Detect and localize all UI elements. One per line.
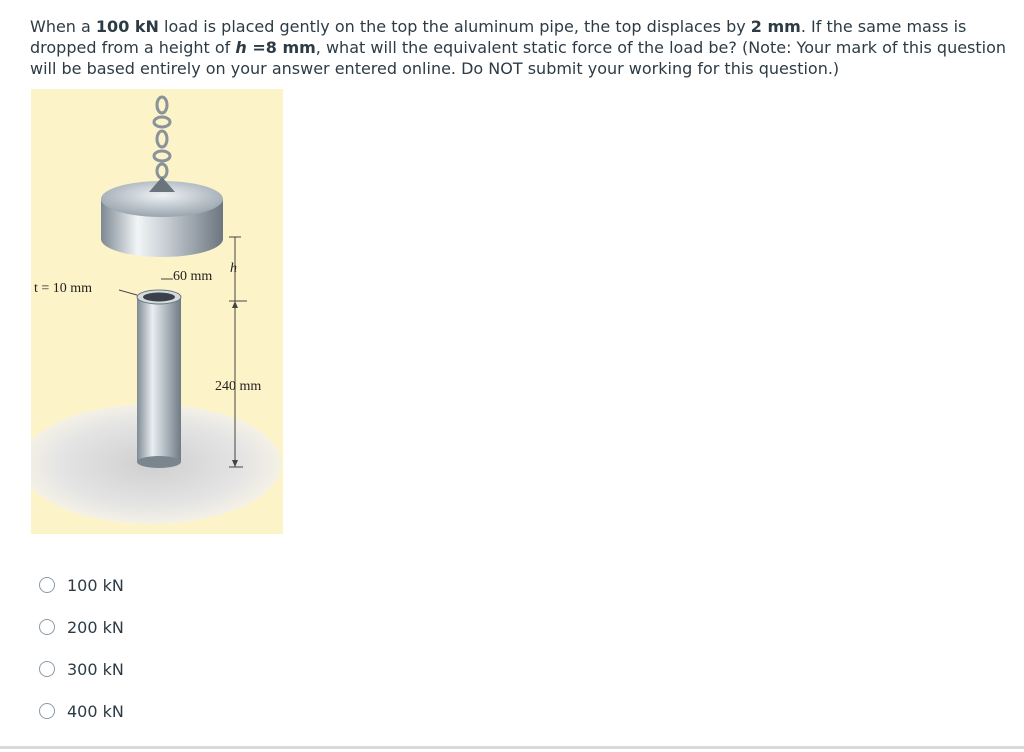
answer-label: 300 kN [67, 659, 124, 679]
answer-option-2[interactable] [39, 606, 124, 648]
answer-option-3[interactable] [39, 648, 124, 690]
question-part: . If the same mass is dropped from a height of [30, 17, 967, 57]
radio-button[interactable] [39, 661, 55, 677]
radio-button[interactable] [39, 619, 55, 635]
question-var-h: h [235, 38, 247, 57]
aluminum-pipe [137, 290, 181, 468]
label-length: 240 mm [215, 379, 262, 394]
answer-label: 100 kN [67, 575, 124, 595]
divider [0, 746, 1024, 749]
label-thickness: t = 10 mm [34, 281, 93, 296]
radio-button[interactable] [39, 577, 55, 593]
question-text [30, 16, 1014, 79]
drop-weight [101, 177, 223, 257]
answer-label: 400 kN [67, 701, 124, 721]
question-bold-height: h =8 mm [235, 38, 316, 57]
question-part: , what will the equivalent static force of the load be? (Note: Your mark of this question will be based entirely on your answer entered online. Do NOT submit your working for this question.) [30, 38, 1007, 78]
answer-option-4[interactable] [39, 690, 124, 732]
pipe-illustration [31, 89, 283, 534]
question-part: load is placed gently on the top the aluminum pipe, the top displaces by [158, 17, 751, 36]
chain-icon [154, 97, 170, 178]
answer-option-1[interactable] [39, 564, 124, 606]
answer-options [39, 564, 124, 732]
answer-label: 200 kN [67, 617, 124, 637]
question-bold-displacement: 2 mm [750, 17, 801, 36]
question-bold-load: 100 kN [95, 17, 159, 36]
pipe-figure [31, 89, 283, 534]
label-diameter: 60 mm [173, 269, 213, 284]
label-h: h [230, 261, 237, 276]
radio-button[interactable] [39, 703, 55, 719]
question-part: When a [30, 17, 96, 36]
